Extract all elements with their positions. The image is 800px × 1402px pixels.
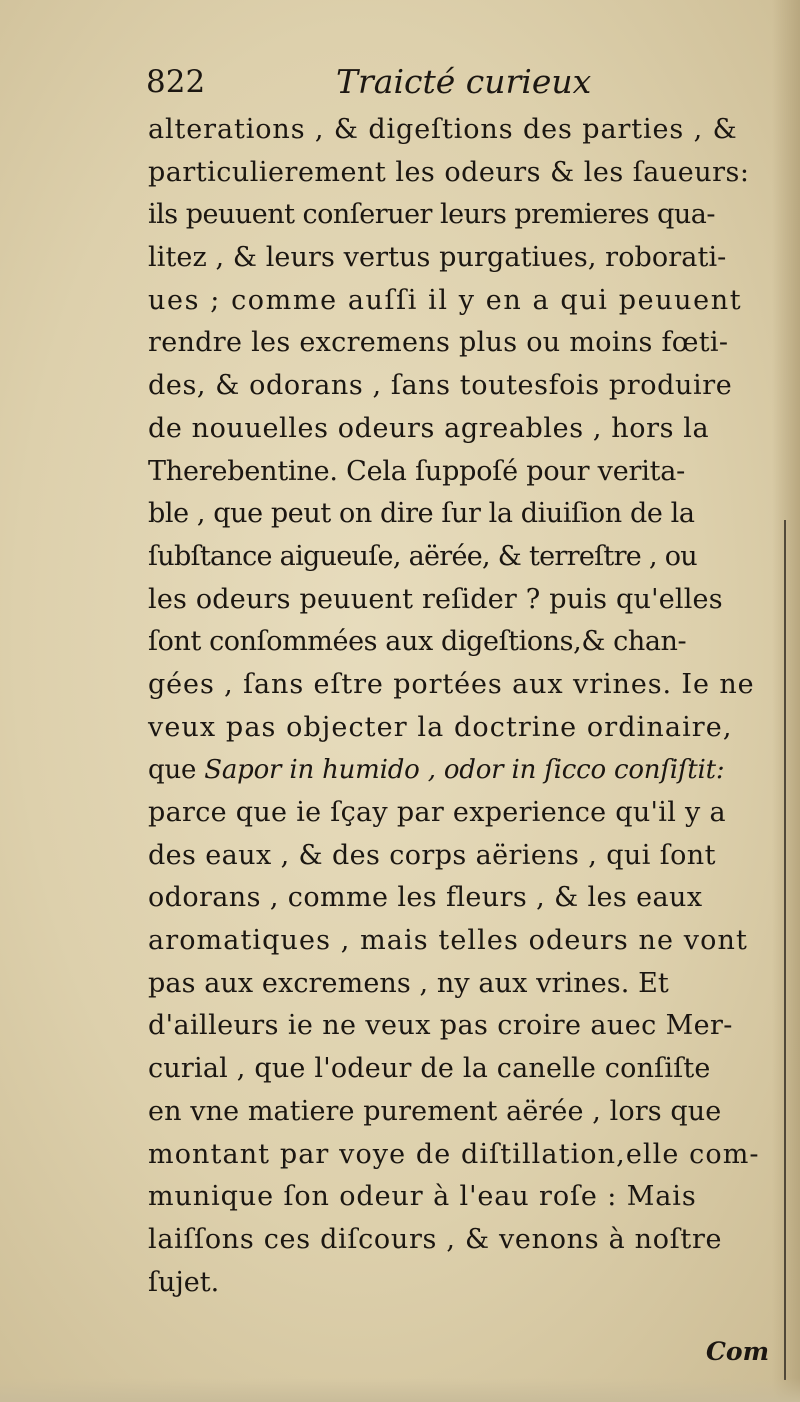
text-line: d'ailleurs ie ne veux pas croire auec Mer- xyxy=(148,1010,733,1042)
latin-quotation: Sapor in humido , odor in ſicco conſiſtit: xyxy=(204,755,725,786)
text-line: odorans , comme les fleurs , & les eaux xyxy=(148,882,703,914)
text-line: ble , que peut on dire ſur la diuiſion de la xyxy=(148,498,695,530)
text-line: ils peuuent conſeruer leurs premieres qua- xyxy=(148,199,716,231)
text-line: rendre les excremens plus ou moins fœti- xyxy=(148,327,729,359)
text-line: alterations , & digeſtions des parties , & xyxy=(148,114,738,145)
text-line: ſubſtance aigueuſe, aërée, & terreſtre , ou xyxy=(148,540,697,572)
text-line: Therebentine. Cela ſuppoſé pour verita- xyxy=(148,455,686,487)
body-text xyxy=(148,109,798,1304)
text-line: veux pas objecter la doctrine ordinaire, xyxy=(148,711,733,743)
text-line: ſont conſommées aux digeſtions,& chan- xyxy=(148,626,687,658)
text-upright: que xyxy=(148,755,205,786)
text-line: gées , ſans eſtre portées aux vrines. Ie ne xyxy=(148,668,755,700)
text-line: pas aux excremens , ny aux vrines. Et xyxy=(148,967,669,999)
running-title: Traicté curieux xyxy=(336,62,592,101)
text-line: laiſſons ces diſcours , & venons à noſtre xyxy=(148,1223,723,1255)
text-line: montant par voye de diſtillation,elle com- xyxy=(148,1138,760,1170)
text-line: litez , & leurs vertus purgatiues, roborati- xyxy=(148,242,727,274)
text-line: en vne matiere purement aërée , lors que xyxy=(148,1095,722,1127)
text-line: parce que ie ſçay par experience qu'il y a xyxy=(148,797,726,828)
text-line: munique ſon odeur à l'eau roſe : Mais xyxy=(148,1181,697,1213)
text-line: ſujet. xyxy=(148,1266,220,1298)
text-line: les odeurs peuuent reſider ? puis qu'elles xyxy=(148,583,723,615)
text-line: curial , que l'odeur de la canelle conſiſte xyxy=(148,1053,711,1085)
page-number: 822 xyxy=(146,64,206,100)
text-line: des, & odorans , ſans toutesfois produire xyxy=(148,370,733,402)
text-line: aromatiques , mais telles odeurs ne vont xyxy=(148,925,748,957)
text-line: ues ; comme auſſi il y en a qui peuuent xyxy=(148,284,743,316)
page-bottom-margin xyxy=(0,1378,800,1402)
catchword: Com xyxy=(706,1337,770,1366)
running-head xyxy=(140,58,610,108)
text-line: de nouuelles odeurs agreables , hors la xyxy=(148,412,710,444)
text-line-with-italic xyxy=(148,749,798,792)
text-line: des eaux , & des corps aëriens , qui ſont xyxy=(148,839,716,871)
text-line: particulierement les odeurs & les ſaueurs: xyxy=(148,156,750,188)
